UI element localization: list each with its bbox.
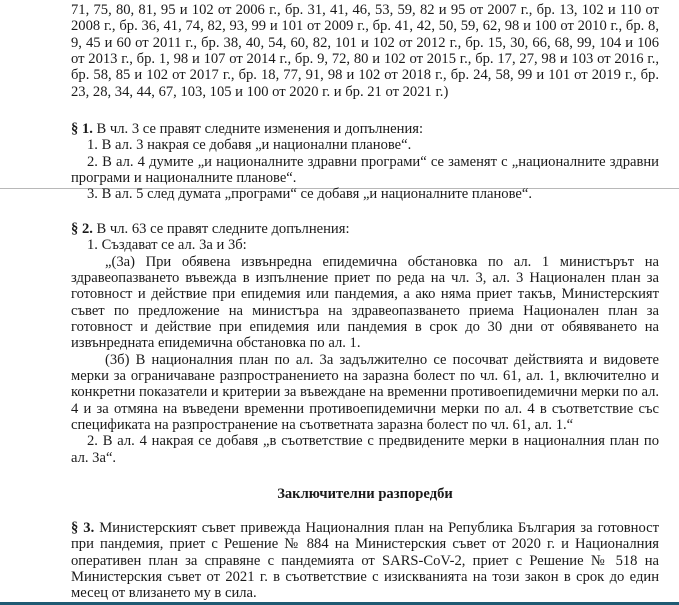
section-3-line: Министерския съвет от 2021 г. в съответствие с изискванията на този закон в срок до един bbox=[71, 569, 659, 585]
paragraph-line: конкретни показатели и критерии за въвеждане на временни противоепидемични мерки по ал. bbox=[71, 384, 659, 400]
paragraph-line: (3б) В националния план по ал. 3а задължително се посочват действията и видовете bbox=[105, 352, 659, 368]
paragraph-line: 4 и за отмяна на въведени временни противоепидемични мерки по ал. 4 в съответствие със bbox=[71, 401, 659, 417]
section-2-item-2: 2. В ал. 4 накрая се добавя „в съответствие с предвидените мерки в националния план по bbox=[87, 433, 659, 449]
section-2-item-2-cont: ал. 3а“. bbox=[71, 450, 117, 466]
paragraph-line: съвет по предложение на министъра на здравеопазването приема Национален план за bbox=[71, 303, 659, 319]
section-3-line bbox=[71, 520, 659, 536]
section-3-line: месец от влизането му в сила. bbox=[71, 585, 257, 601]
paragraph-line: спецификата на разпространение на съответната заразна болест по чл. 61, ал. 1.“ bbox=[71, 417, 574, 433]
section-1-item-1: 1. В ал. 3 накрая се добавя „и национални планове“. bbox=[87, 137, 412, 153]
section-3-line: при пандемия, приет с Решение № 884 на Министерския съвет от 2020 г. и Националния bbox=[71, 536, 659, 552]
intro-line: 2008 г., бр. 36, 41, 74, 82, 93, 99 и 101 от 2009 г., бр. 41, 42, 50, 59, 62, 98 и 100 от 2010 г., бр. 8, bbox=[71, 18, 659, 34]
paragraph-line: готовност и действие при епидемия или пандемия в срок до 30 дни от обявяването на bbox=[71, 319, 659, 335]
section-mark: § 3. bbox=[71, 520, 95, 536]
section-1-item-2-cont: програми и националните планове“. bbox=[71, 170, 297, 186]
paragraph-line: здравеопазването въвежда в изпълнение приет по реда на чл. 3, ал. 3 Национален план за bbox=[71, 270, 659, 286]
section-3-line: оперативен план за справяне с пандемията от SARS-CoV-2, приет с Решение № 518 на bbox=[71, 553, 659, 569]
section-mark: § 2. bbox=[71, 221, 93, 237]
section-2-heading bbox=[71, 221, 350, 237]
section-3-text: Министерският съвет привежда Националния план на Република България за готовност bbox=[94, 520, 660, 536]
section-mark: § 1. bbox=[71, 121, 93, 137]
section-1-heading bbox=[71, 121, 423, 137]
section-heading-text: В чл. 3 се правят следните изменения и допълнения: bbox=[92, 121, 424, 137]
intro-line: 71, 75, 80, 81, 95 и 102 от 2006 г., бр. 31, 41, 46, 53, 59, 82 и 95 от 2007 г., бр. 13, 102 и 110 от bbox=[71, 2, 659, 18]
section-1-item-3: 3. В ал. 5 след думата „програми“ се добавя „и националните планове“. bbox=[87, 186, 532, 202]
intro-line: бр. 58, 85 и 102 от 2017 г., бр. 18, 77, 91, 98 и 102 от 2018 г., бр. 24, 58, 99 и 101 от 2019 г., бр. bbox=[71, 67, 659, 83]
paragraph-line: „(3а) При обявена извънредна епидемична обстановка по ал. 1 министърът на bbox=[105, 254, 659, 270]
intro-line: 23, 28, 34, 44, 67, 103, 105 и 100 от 2020 г. и бр. 21 от 2021 г.) bbox=[71, 84, 449, 100]
intro-line: 9, 45 и 60 от 2011 г., бр. 38, 40, 54, 60, 82, 101 и 102 от 2012 г., бр. 15, 30, 66, 68, 99, 104 и 106 bbox=[71, 35, 659, 51]
section-1-item-2: 2. В ал. 4 думите „и националните здравни програми“ се заменят с „националните здравни bbox=[87, 154, 659, 170]
paragraph-line: готовност и действие при епидемия или пандемия, а ако няма приет такъв, Министерският bbox=[71, 286, 659, 302]
paragraph-line: мерки за ограничаване разпространението на заразна болест по чл. 61, ал. 1, включително и bbox=[71, 368, 659, 384]
paragraph-line: извънредната епидемична обстановка по ал. 1. bbox=[71, 335, 361, 351]
intro-line: от 2013 г., бр. 1, 98 и 107 от 2014 г., бр. 9, 72, 80 и 102 от 2015 г., бр. 17, 27, 98 и 103 от 2016 г., bbox=[71, 51, 659, 67]
section-2-item-1: 1. Създават се ал. 3а и 3б: bbox=[87, 237, 247, 253]
section-heading-text: В чл. 63 се правят следните допълнения: bbox=[92, 221, 350, 237]
final-provisions-title: Заключителни разпоредби bbox=[277, 486, 453, 502]
